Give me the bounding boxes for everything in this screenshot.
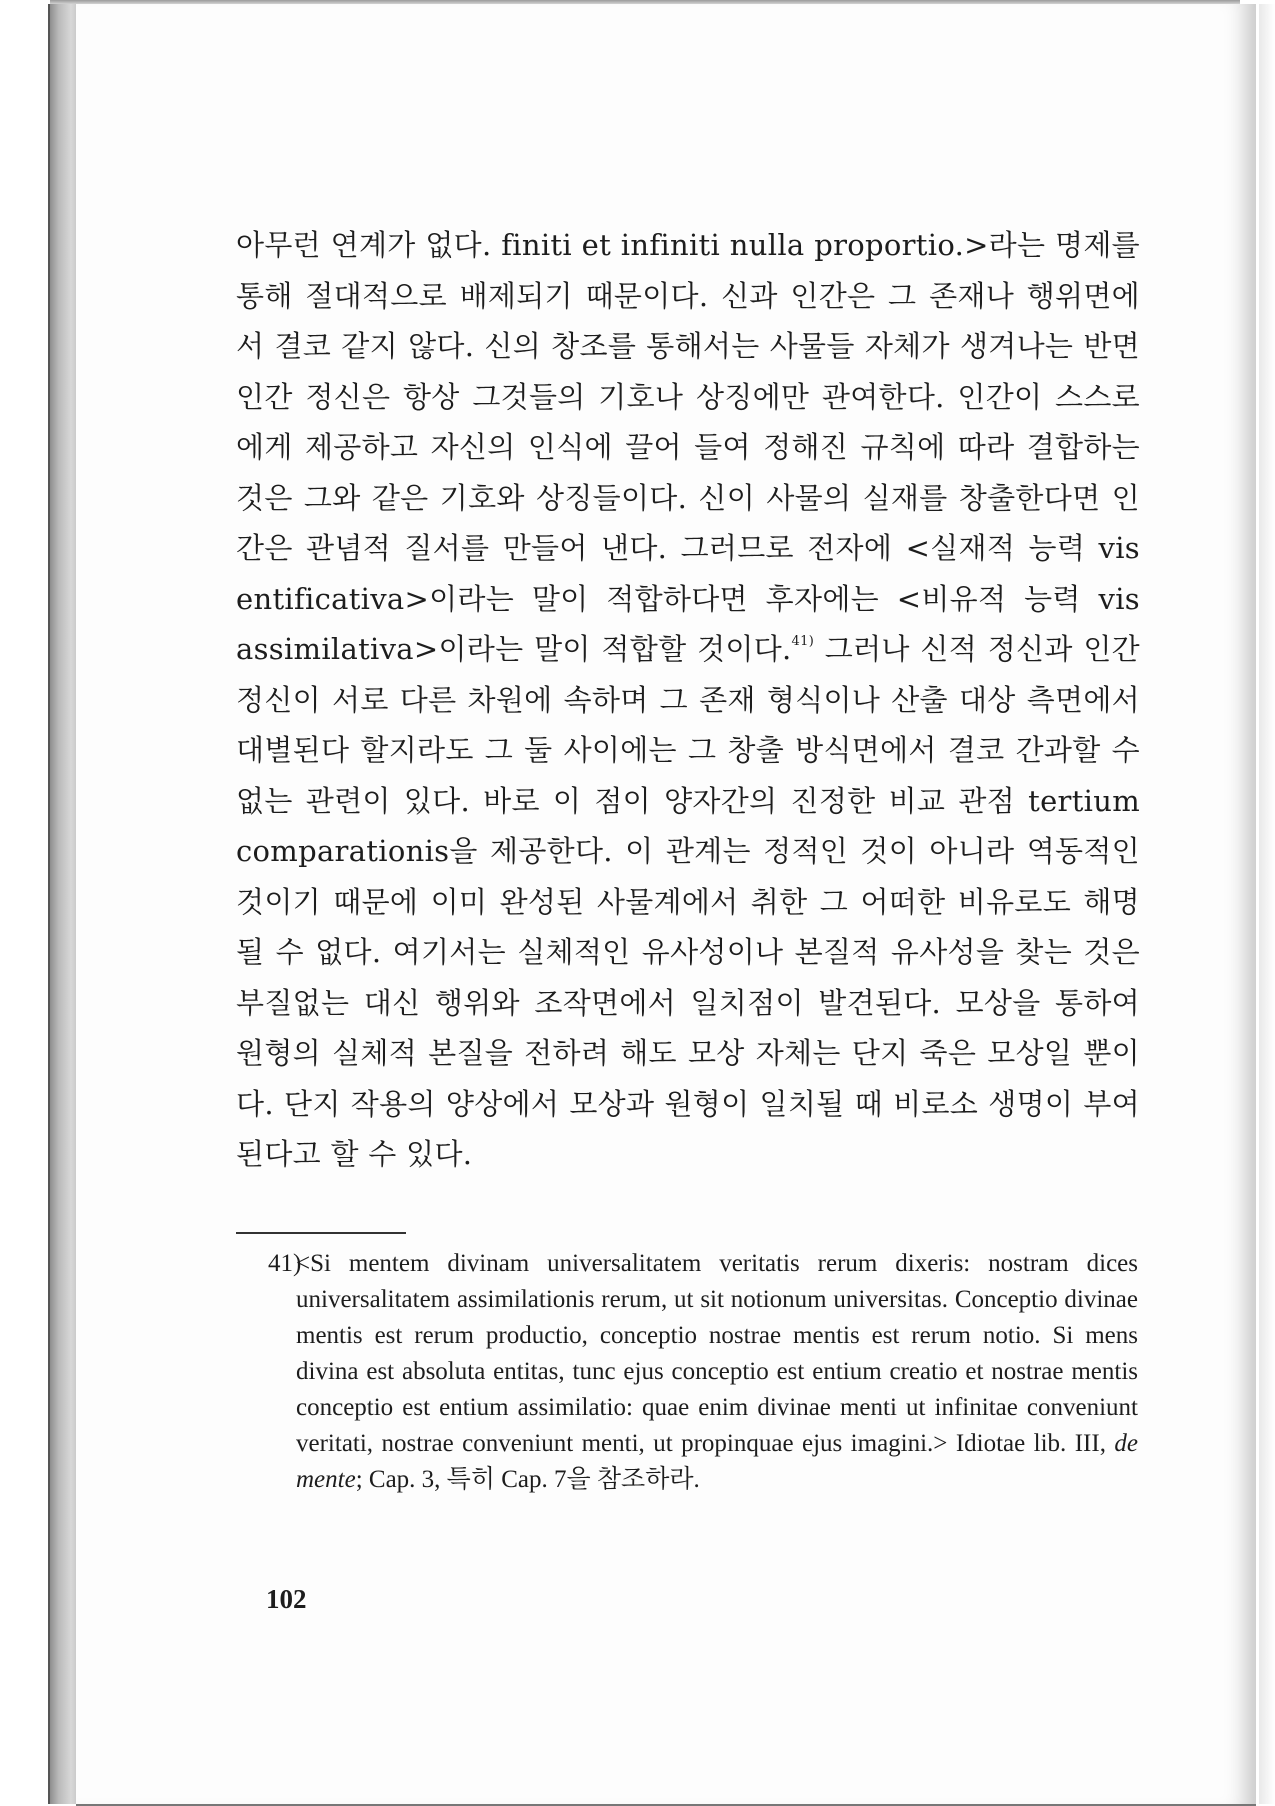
footnote-number: 41) — [268, 1250, 302, 1277]
footnote-reference: 41) — [791, 634, 815, 649]
page-right-edge — [1259, 4, 1275, 1804]
footnote — [270, 1246, 1138, 1498]
body-text-part-2: 그러나 신적 정신과 인간 정신이 서로 다른 차원에 속하며 그 존재 형식이나 산출 대상 측면에서 대별된다 할지라도 그 둘 사이에는 그 창출 방식면에서 결코 간과할 수 없는 관련이 있다. 바로 이 점이 양자간의 진정한 비교 관점 tertium comparationis을 제공한다. 이 관계는 정적인 것이 아니라 역동적인 것이기 때문에 이미 완성된 사물계에서 취한 그 어떠한 비유로도 해명될 수 없다. 여기서는 실체적인 유사성이나 본질적 유사성을 찾는 것은 부질없는 대신 행위와 조작면에서 일치점이 발견된다. 모상을 통하여 원형의 실체적 본질을 전하려 해도 모상 자체는 단지 죽은 모상일 뿐이다. 단지 작용의 양상에서 모상과 원형이 일치될 때 비로소 생명이 부여된다고 할 수 있다. — [236, 632, 1140, 1171]
footnote-text-italic: de mente — [296, 1430, 1138, 1493]
page-number: 102 — [266, 1584, 307, 1614]
footnote-text — [296, 1246, 1138, 1498]
footnote-separator — [236, 1232, 406, 1234]
footnote-text-main: <Si mentem divinam universalitatem veritatis rerum dixeris: nostram dices universalitatem assimilationis rerum, ut sit notionum universitas. Conceptio divinae mentis est rerum productio, conceptio nostrae mentis est rerum notio. Si mens divina est absoluta entitas, tunc ejus conceptio est entium creatio et nostrae mentis conceptio est entium assimilatio: quae enim divinae menti ut infinitae conveniunt veritati, nostrae conveniunt menti, ut propinquae ejus imagini.> Idiotae lib. III, — [296, 1250, 1138, 1457]
footnote-text-end: ; Cap. 3, 특히 Cap. 7을 참조하라. — [355, 1466, 700, 1493]
body-text-part-1: 아무런 연계가 없다. finiti et infiniti nulla proportio.>라는 명제를 통해 절대적으로 배제되기 때문이다. 신과 인간은 그 존재나 행위면에서 결코 같지 않다. 신의 창조를 통해서는 사물들 자체가 생겨나는 반면 인간 정신은 항상 그것들의 기호나 상징에만 관여한다. 인간이 스스로에게 제공하고 자신의 인식에 끌어 들여 정해진 규칙에 따라 결합하는 것은 그와 같은 기호와 상징들이다. 신이 사물의 실재를 창출한다면 인간은 관념적 질서를 만들어 낸다. 그러므로 전자에 <실재적 능력 vis entificativa>이라는 말이 적합하다면 후자에는 <비유적 능력 vis assimilativa>이라는 말이 적합할 것이다. — [236, 228, 1140, 666]
body-paragraph — [236, 220, 1140, 1180]
book-spine — [48, 4, 78, 1804]
